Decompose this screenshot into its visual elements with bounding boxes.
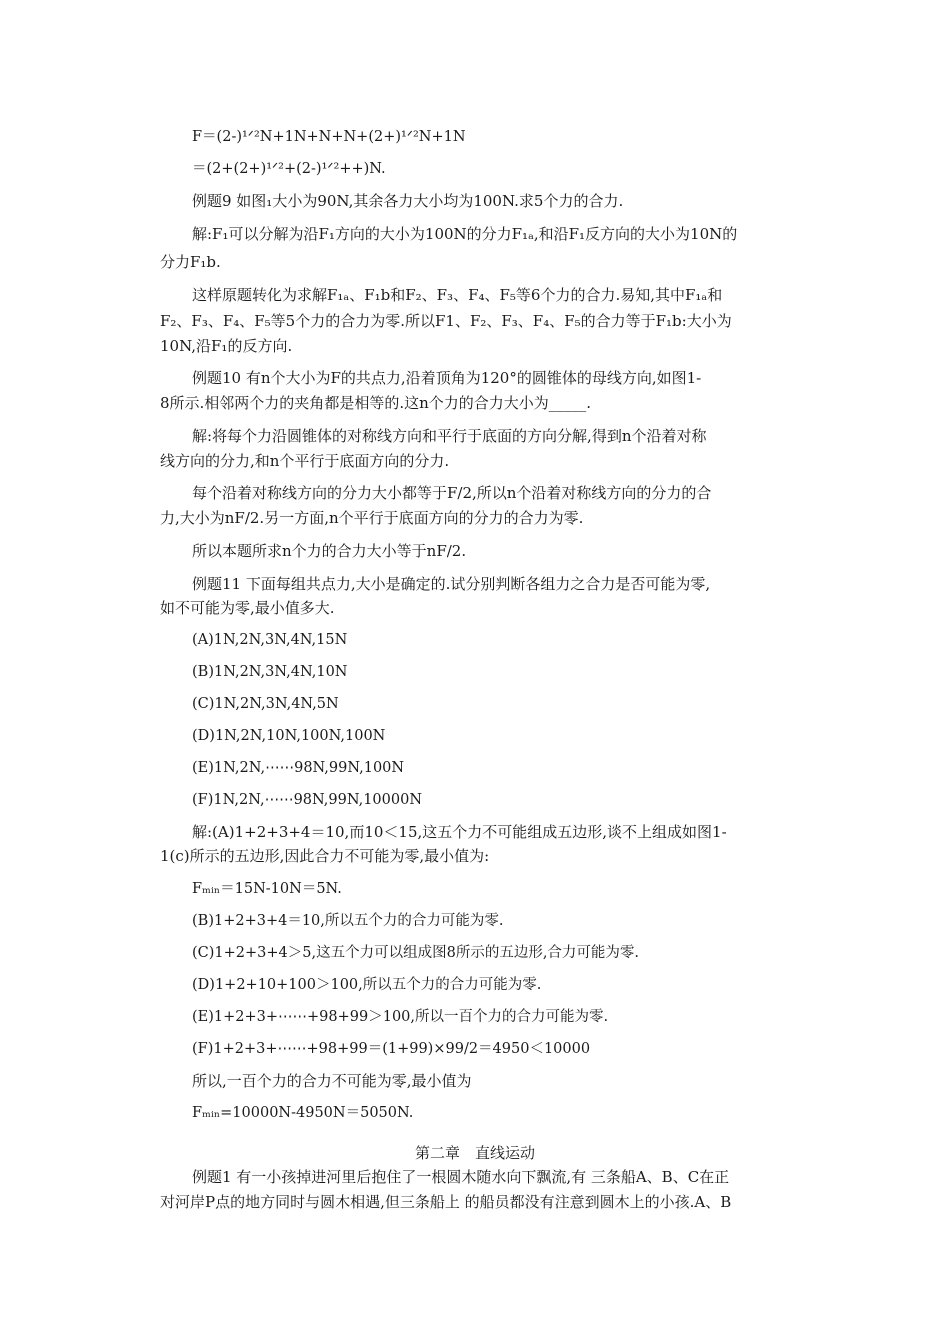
example-10-a: 例题10 有n个大小为F的共点力,沿着顶角为120°的圆锥体的母线方向,如图1- [192,369,702,387]
solution-11-j: Fₘᵢₙ=10000N-4950N＝5050N. [192,1105,414,1121]
solution-11-f: (D)1+2+10+100＞100,所以五个力的合力可能为零. [192,977,542,993]
solution-9-c: 这样原题转化为求解F₁ₐ、F₁b和F₂、F₃、F₄、F₅等6个力的合力.易知,其中F₁ₐ和 [192,286,723,304]
chapter2-example-1-a: 例题1 有一小孩掉进河里后抱住了一根圆木随水向下飘流,有 三条船A、B、C在正 [192,1168,730,1186]
solution-10-c: 每个沿着对称线方向的分力大小都等于F/2,所以n个沿着对称线方向的分力的合 [192,484,712,502]
chapter-title: 第二章 直线运动 [414,1144,535,1162]
option-f: (F)1N,2N,⋯⋯98N,99N,10000N [192,792,423,808]
formula-line-2: ＝(2+(2+)¹ᐟ²+(2-)¹ᐟ²++)N. [192,161,386,177]
option-c: (C)1N,2N,3N,4N,5N [192,696,339,712]
solution-10-d: 力,大小为nF/2.另一方面,n个平行于底面方向的分力的合力为零. [160,509,584,527]
solution-9-d: F₂、F₃、F₄、F₅等5个力的合力为零.所以F1、F₂、F₃、F₄、F₅的合力等于F₁b:大小为 [160,312,732,330]
example-9: 例题9 如图₁大小为90N,其余各力大小均为100N.求5个力的合力. [192,192,624,210]
solution-11-d: (B)1+2+3+4＝10,所以五个力的合力可能为零. [192,913,504,929]
example-10-b: 8所示.相邻两个力的夹角都是相等的.这n个力的合力大小为_____. [160,394,592,412]
option-b: (B)1N,2N,3N,4N,10N [192,664,348,680]
solution-11-a: 解:(A)1+2+3+4＝10,而10＜15,这五个力不可能组成五边形,谈不上组成如图1- [192,823,727,841]
chapter2-example-1-b: 对河岸P点的地方同时与圆木相遇,但三条船上 的船员都没有注意到圆木上的小孩.A、B [160,1193,732,1211]
option-a: (A)1N,2N,3N,4N,15N [192,632,348,648]
solution-11-g: (E)1+2+3+⋯⋯+98+99＞100,所以一百个力的合力可能为零. [192,1009,609,1025]
solution-11-i: 所以,一百个力的合力不可能为零,最小值为 [192,1072,472,1090]
solution-11-b: 1(c)所示的五边形,因此合力不可能为零,最小值为: [160,847,490,865]
example-11-a: 例题11 下面每组共点力,大小是确定的.试分别判断各组力之合力是否可能为零, [192,575,711,593]
solution-10-a: 解:将每个力沿圆锥体的对称线方向和平行于底面的方向分解,得到n个沿着对称 [192,427,707,445]
solution-9-e: 10N,沿F₁的反方向. [160,337,293,355]
option-d: (D)1N,2N,10N,100N,100N [192,728,386,744]
solution-11-h: (F)1+2+3+⋯⋯+98+99＝(1+99)×99/2＝4950＜10000 [192,1041,591,1057]
example-11-b: 如不可能为零,最小值多大. [160,599,335,617]
solution-11-e: (C)1+2+3+4＞5,这五个力可以组成图8所示的五边形,合力可能为零. [192,945,640,961]
solution-10-b: 线方向的分力,和n个平行于底面方向的分力. [160,452,450,470]
solution-10-e: 所以本题所求n个力的合力大小等于nF/2. [192,542,467,560]
option-e: (E)1N,2N,⋯⋯98N,99N,100N [192,760,405,776]
solution-9-b: 分力F₁b. [160,253,221,271]
formula-line-1: F＝(2-)¹ᐟ²N+1N+N+N+(2+)¹ᐟ²N+1N [192,129,466,145]
solution-11-c: Fₘᵢₙ＝15N-10N＝5N. [192,881,342,897]
solution-9-a: 解:F₁可以分解为沿F₁方向的大小为100N的分力F₁ₐ,和沿F₁反方向的大小为10N的 [192,225,738,243]
